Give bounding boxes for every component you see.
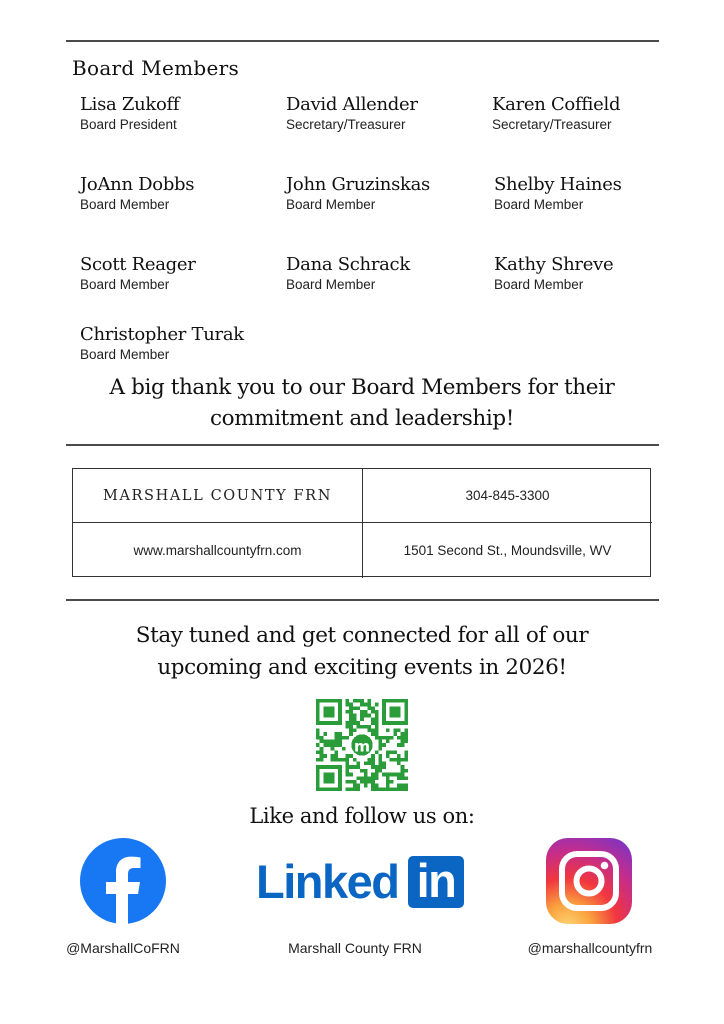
mid-divider <box>66 444 659 446</box>
thank-you-message <box>0 372 724 434</box>
member-role: Secretary/Treasurer <box>492 117 612 132</box>
lower-divider <box>66 599 659 601</box>
member-name: John Gruzinskas <box>286 174 430 195</box>
website-link[interactable]: www.marshallcountyfrn.com <box>73 523 363 578</box>
events-line: Stay tuned and get connected for all of our <box>135 623 589 648</box>
linkedin-badge <box>408 856 464 908</box>
member-name: JoAnn Dobbs <box>80 174 195 195</box>
org-name: MARSHALL COUNTY FRN <box>73 469 363 523</box>
linkedin-badge-text: in <box>416 854 456 907</box>
linkedin-handle[interactable]: Marshall County FRN <box>288 940 422 956</box>
thank-you-line: commitment and leadership! <box>210 406 514 431</box>
member-name: Scott Reager <box>80 254 196 275</box>
member-card <box>492 94 692 134</box>
member-role: Board Member <box>80 347 170 362</box>
board-members-heading: Board Members <box>72 56 240 80</box>
member-card <box>80 174 280 214</box>
top-divider <box>66 40 659 42</box>
member-name: Lisa Zukoff <box>80 94 180 115</box>
member-name: Kathy Shreve <box>494 254 614 275</box>
member-card <box>80 94 280 134</box>
contact-table <box>72 468 651 577</box>
member-card <box>80 324 340 364</box>
qr-logo-letter: m <box>353 737 371 756</box>
address: 1501 Second St., Moundsville, WV <box>403 543 612 558</box>
member-role: Secretary/Treasurer <box>286 117 406 132</box>
linkedin-icon[interactable] <box>256 855 466 909</box>
thank-you-line: A big thank you to our Board Members for their <box>109 375 615 400</box>
qr-code-icon[interactable] <box>316 699 408 791</box>
member-card <box>494 174 694 214</box>
member-card <box>80 254 280 294</box>
phone-number[interactable]: 304-845-3300 <box>363 469 652 523</box>
member-name: David Allender <box>286 94 418 115</box>
follow-heading: Like and follow us on: <box>249 804 475 828</box>
member-name: Dana Schrack <box>286 254 410 275</box>
events-message <box>0 620 724 684</box>
member-card <box>286 174 486 214</box>
member-name: Christopher Turak <box>80 324 244 345</box>
linkedin-wordmark: Linked <box>256 855 399 908</box>
member-role: Board Member <box>80 277 170 292</box>
member-role: Board Member <box>286 197 376 212</box>
member-role: Board Member <box>286 277 376 292</box>
instagram-icon[interactable] <box>546 838 632 924</box>
member-name: Shelby Haines <box>494 174 622 195</box>
member-card <box>286 94 486 134</box>
member-role: Board Member <box>80 197 170 212</box>
member-role: Board Member <box>494 197 584 212</box>
instagram-handle[interactable]: @marshallcountyfrn <box>527 940 653 956</box>
facebook-handle[interactable]: @MarshallCoFRN <box>66 940 180 956</box>
member-card <box>286 254 486 294</box>
events-line: upcoming and exciting events in 2026! <box>157 655 567 680</box>
member-card <box>494 254 694 294</box>
member-role: Board Member <box>494 277 584 292</box>
member-name: Karen Coffield <box>492 94 621 115</box>
facebook-icon[interactable] <box>80 838 166 924</box>
member-role: Board President <box>80 117 177 132</box>
